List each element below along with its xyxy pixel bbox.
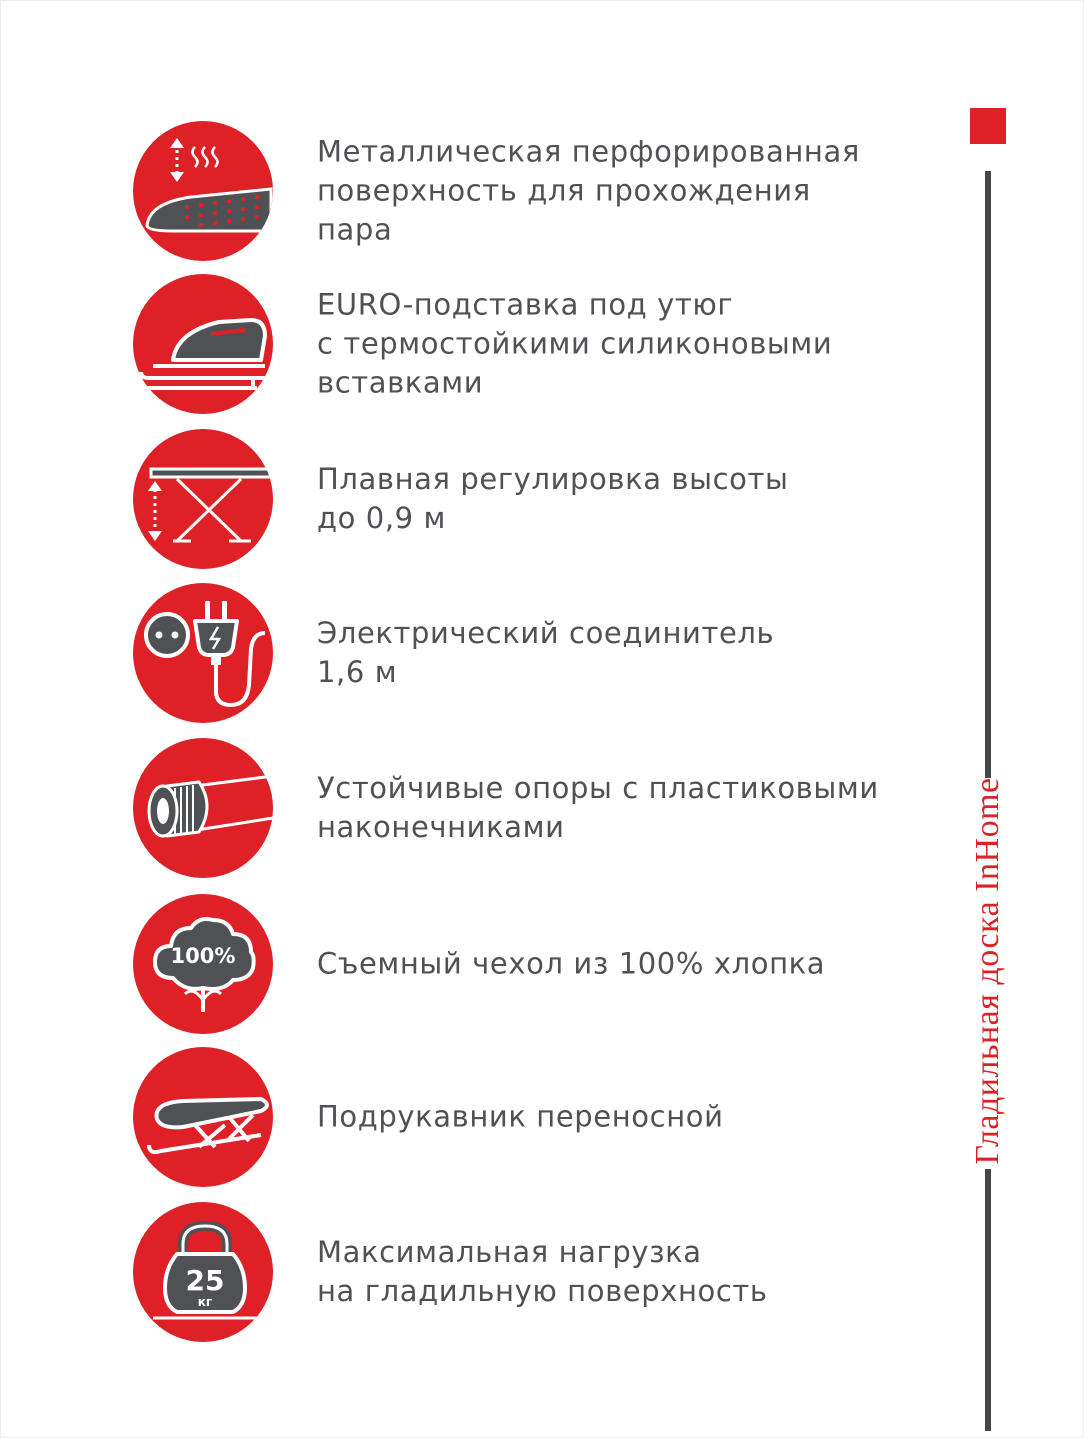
feature-text: Устойчивые опоры с пластиковыми наконечниками	[317, 771, 879, 844]
feature-text: EURO-подставка под утюг с термостойкими силиконовыми вставками	[317, 287, 833, 400]
sleeve-board-icon	[133, 1047, 273, 1187]
iron-rest-icon	[133, 274, 273, 414]
side-label: Гладильная доска InHome	[969, 777, 1006, 1165]
weight-unit-text: кг	[197, 1295, 213, 1309]
feature-text: Подрукавник переносной	[317, 1099, 724, 1134]
feature-item	[133, 894, 953, 1034]
height-adjust-icon	[133, 429, 273, 569]
feature-text: Электрический соединитель 1,6 м	[317, 616, 775, 689]
vertical-rail-bottom	[985, 1169, 991, 1431]
feature-text: Металлическая перфорированная поверхность для прохождения пара	[317, 134, 860, 247]
feature-item	[133, 1202, 953, 1342]
feature-item	[133, 429, 953, 569]
cotton-100-icon	[133, 894, 273, 1034]
feature-item	[133, 738, 953, 878]
weight-value-text: 25	[185, 1264, 225, 1297]
cotton-badge-text: 100%	[170, 944, 236, 968]
feature-text: Плавная регулировка высоты до 0,9 м	[317, 462, 789, 535]
perforated-surface-icon	[133, 121, 273, 261]
vertical-rail-top	[985, 171, 991, 778]
feature-item	[133, 121, 953, 261]
electric-plug-icon	[133, 583, 273, 723]
kettlebell-icon	[133, 1202, 273, 1342]
feature-item	[133, 274, 953, 414]
feature-text: Максимальная нагрузка на гладильную поверхность	[317, 1235, 768, 1308]
feature-item	[133, 1047, 953, 1187]
accent-square	[970, 108, 1006, 144]
leg-tip-icon	[133, 738, 273, 878]
feature-text: Съемный чехол из 100% хлопка	[317, 946, 826, 981]
feature-item	[133, 583, 953, 723]
